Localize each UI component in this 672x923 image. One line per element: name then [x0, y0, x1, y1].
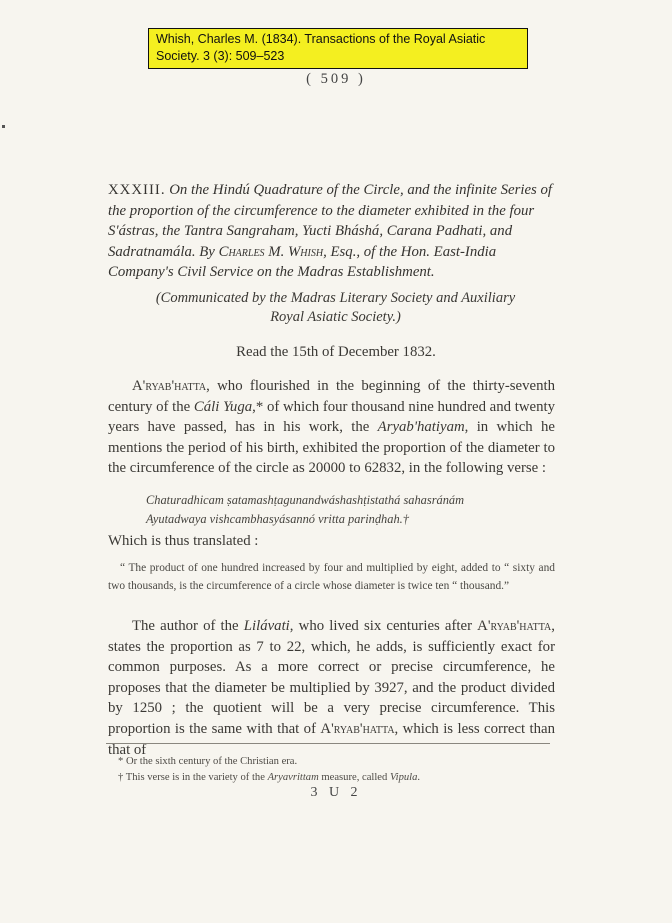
paragraph-2 — [108, 616, 555, 760]
aryavrittam-term: Aryavrittam — [267, 772, 319, 783]
paragraph-2-text-b: , who lived six centuries after — [289, 618, 478, 634]
translated-label: Which is thus translated : — [108, 533, 259, 549]
footnotes — [118, 754, 558, 786]
paragraph-2-text-d: , which is less correct than that of — [108, 720, 555, 758]
paragraph-1-text-a: , who flourished in the beginning of the thirty-seventh century of the — [108, 378, 555, 415]
lilavati-term: Lilávati — [243, 618, 290, 634]
verse-line-2: Ayutadwaya vishcambhasyásannó vritta parinḍhah.† — [146, 512, 409, 526]
footnote-2 — [118, 770, 558, 786]
margin-mark — [2, 125, 5, 128]
footnote-ref-1: ,* — [252, 398, 264, 415]
name-aryabhatta: A'ryab'hatta — [132, 378, 207, 394]
citation-line-2: Society. 3 (3): 509–523 — [156, 49, 285, 63]
author-name: Charles M. Whish — [218, 243, 324, 260]
footnote-divider — [106, 743, 550, 744]
verse-line-1: Chaturadhicam ṣatamashṭagunandwáshashṭistathá sahasránám — [146, 493, 465, 507]
footnote-2-text-a: † This verse is in the variety of the — [118, 772, 268, 783]
vipula-term: Vipula — [389, 772, 418, 783]
name-aryabhatta-2: A'ryab'hatta — [477, 618, 552, 634]
paragraph-1 — [108, 376, 555, 479]
paragraph-1-text-c: , in which he mentions the period of his birth, exhibited the proportion of the diameter to the circumference of the circle as 20000 to 62832, in the following verse : — [108, 419, 555, 477]
footnote-2-text-c: . — [417, 772, 421, 783]
paragraph-2-text-a: The author of the — [132, 618, 244, 634]
footnote-1: * Or the sixth century of the Christian era. — [118, 756, 298, 767]
communicated-note — [108, 289, 563, 327]
signature-mark: 3 U 2 — [310, 785, 362, 800]
communicated-line-1: (Communicated by the Madras Literary Society and Auxiliary — [155, 290, 516, 306]
article-number: XXXIII. — [108, 182, 166, 198]
citation-annotation — [148, 28, 528, 69]
article-title: On the Hindú Quadrature of the Circle, and the infinite Series of the proportion of the circumference to the diameter exhibited in the four S'ástras, the Tantra Sangraham, Yucti Bháshá, Carana Padhati, and Sadratnamála. — [108, 182, 553, 260]
paragraph-2-text-c: , states the proportion as 7 to 22, which, he adds, is sufficiently exact for common purposes. As a more correct or precise circumference, he proposes that the diameter be multiplied by 3927, and the product divided by 1250 ; the quotient will be a very precise circumference. This proportion is the same with that of — [108, 618, 555, 737]
by-label: By — [199, 243, 215, 260]
paragraph-1-text-b: of which four thousand nine hundred and twenty years have passed, has in his work, the — [108, 398, 556, 436]
name-aryabhatta-3: A'ryab'hatta — [320, 720, 395, 737]
read-date: Read the 15th of December 1832. — [236, 344, 436, 360]
work-title: Aryab'hatiyam — [377, 419, 465, 436]
translation-quote: “ The product of one hundred increased by four and multiplied by eight, added to “ sixty and two thousands, is the circumference of a circle whose diameter is twice ten “ thousand.” — [108, 562, 555, 592]
citation-line-1: Whish, Charles M. (1834). Transactions of the Royal Asiatic — [156, 32, 486, 46]
author-affiliation: , Esq., of the Hon. East-India Company's Civil Service on the Madras Establishment. — [108, 243, 497, 280]
article-title-block — [108, 180, 563, 283]
cali-yuga-term: Cáli Yuga — [193, 398, 253, 415]
sanskrit-verse — [146, 491, 566, 529]
footnote-2-text-b: measure, called — [318, 772, 390, 783]
communicated-line-2: Royal Asiatic Society.) — [270, 309, 401, 325]
page-number: ( 509 ) — [306, 71, 366, 87]
